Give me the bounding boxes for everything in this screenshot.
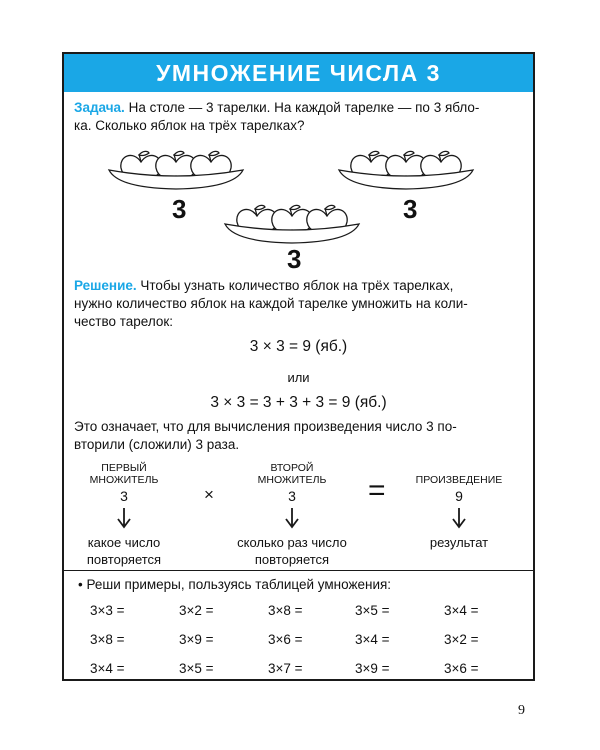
exercise-item: 3×4 =: [355, 632, 390, 647]
problem-label: Задача.: [74, 100, 125, 115]
second-factor-caption: [212, 534, 372, 568]
first-factor-caption-line-2: повторяется: [86, 552, 162, 567]
exercise-item: 3×8 =: [268, 603, 303, 618]
first-factor-label-line-1: ПЕРВЫЙ: [101, 462, 147, 474]
second-factor-value: 3: [288, 488, 296, 504]
first-factor-caption: [64, 534, 184, 568]
section-divider: [64, 570, 533, 571]
solution-text: [74, 277, 526, 295]
first-factor-caption-line-1: какое число: [87, 535, 161, 550]
or-word: или: [287, 370, 310, 385]
plate-with-apples-1: [106, 140, 246, 190]
plate-2-count: 3: [287, 244, 302, 274]
times-sign: ×: [204, 485, 214, 504]
first-factor-label-line-2: МНОЖИТЕЛЬ: [89, 474, 159, 486]
product-caption: результат: [429, 535, 489, 550]
exercise-item: 3×5 =: [179, 661, 214, 676]
exercise-item: 3×4 =: [90, 661, 125, 676]
solution-line-3: чество тарелок:: [74, 314, 174, 329]
exercise-item: 3×4 =: [444, 603, 479, 618]
plate-with-apples-3: [336, 140, 476, 190]
exercise-instruction: • Реши примеры, пользуясь таблицей умножения:: [78, 577, 392, 592]
product-label: ПРОИЗВЕДЕНИЕ: [415, 474, 503, 486]
solution-line-2: нужно количество яблок на каждой тарелке умножить на коли-: [74, 296, 468, 311]
second-factor-label-line-2: МНОЖИТЕЛЬ: [257, 474, 327, 486]
exercise-item: 3×9 =: [179, 632, 214, 647]
arrow-down-icon: [452, 507, 466, 529]
solution-label: Решение.: [74, 278, 137, 293]
arrow-down-icon: [117, 507, 131, 529]
exercise-item: 3×3 =: [90, 603, 125, 618]
problem-line-2: ка. Сколько яблок на трёх тарелках?: [74, 118, 305, 133]
exercise-item: 3×6 =: [268, 632, 303, 647]
product-value: 9: [455, 488, 463, 504]
meaning-line-1: Это означает, что для вычисления произведения число 3 по-: [74, 419, 457, 434]
page-frame: [62, 52, 535, 681]
page-number: 9: [518, 703, 525, 718]
first-factor-label: [74, 462, 174, 486]
first-factor-value: 3: [120, 488, 128, 504]
problem-text: [74, 99, 526, 117]
exercise-item: 3×7 =: [268, 661, 303, 676]
exercise-item: 3×9 =: [355, 661, 390, 676]
page-title: УМНОЖЕНИЕ ЧИСЛА 3: [64, 54, 533, 92]
exercise-item: 3×2 =: [444, 632, 479, 647]
plate-3-count: 3: [403, 194, 418, 224]
problem-line-1: На столе — 3 тарелки. На каждой тарелке — по 3 ябло-: [124, 100, 480, 115]
plate-1-count: 3: [172, 194, 187, 224]
exercise-item: 3×6 =: [444, 661, 479, 676]
arrow-down-icon: [285, 507, 299, 529]
exercise-item: 3×2 =: [179, 603, 214, 618]
second-factor-label-line-1: ВТОРОЙ: [270, 462, 314, 474]
plate-with-apples-2: [222, 194, 362, 244]
equation-1: 3 × 3 = 9 (яб.): [249, 338, 348, 355]
second-factor-caption-line-1: сколько раз число: [237, 535, 347, 550]
solution-line-1: Чтобы узнать количество яблок на трёх тарелках,: [136, 278, 454, 293]
second-factor-caption-line-2: повторяется: [254, 552, 330, 567]
equation-2: 3 × 3 = 3 + 3 + 3 = 9 (яб.): [210, 394, 387, 411]
second-factor-label: [242, 462, 342, 486]
meaning-line-2: вторили (сложили) 3 раза.: [74, 437, 240, 452]
exercise-item: 3×5 =: [355, 603, 390, 618]
exercise-item: 3×8 =: [90, 632, 125, 647]
equals-sign: =: [368, 474, 386, 507]
